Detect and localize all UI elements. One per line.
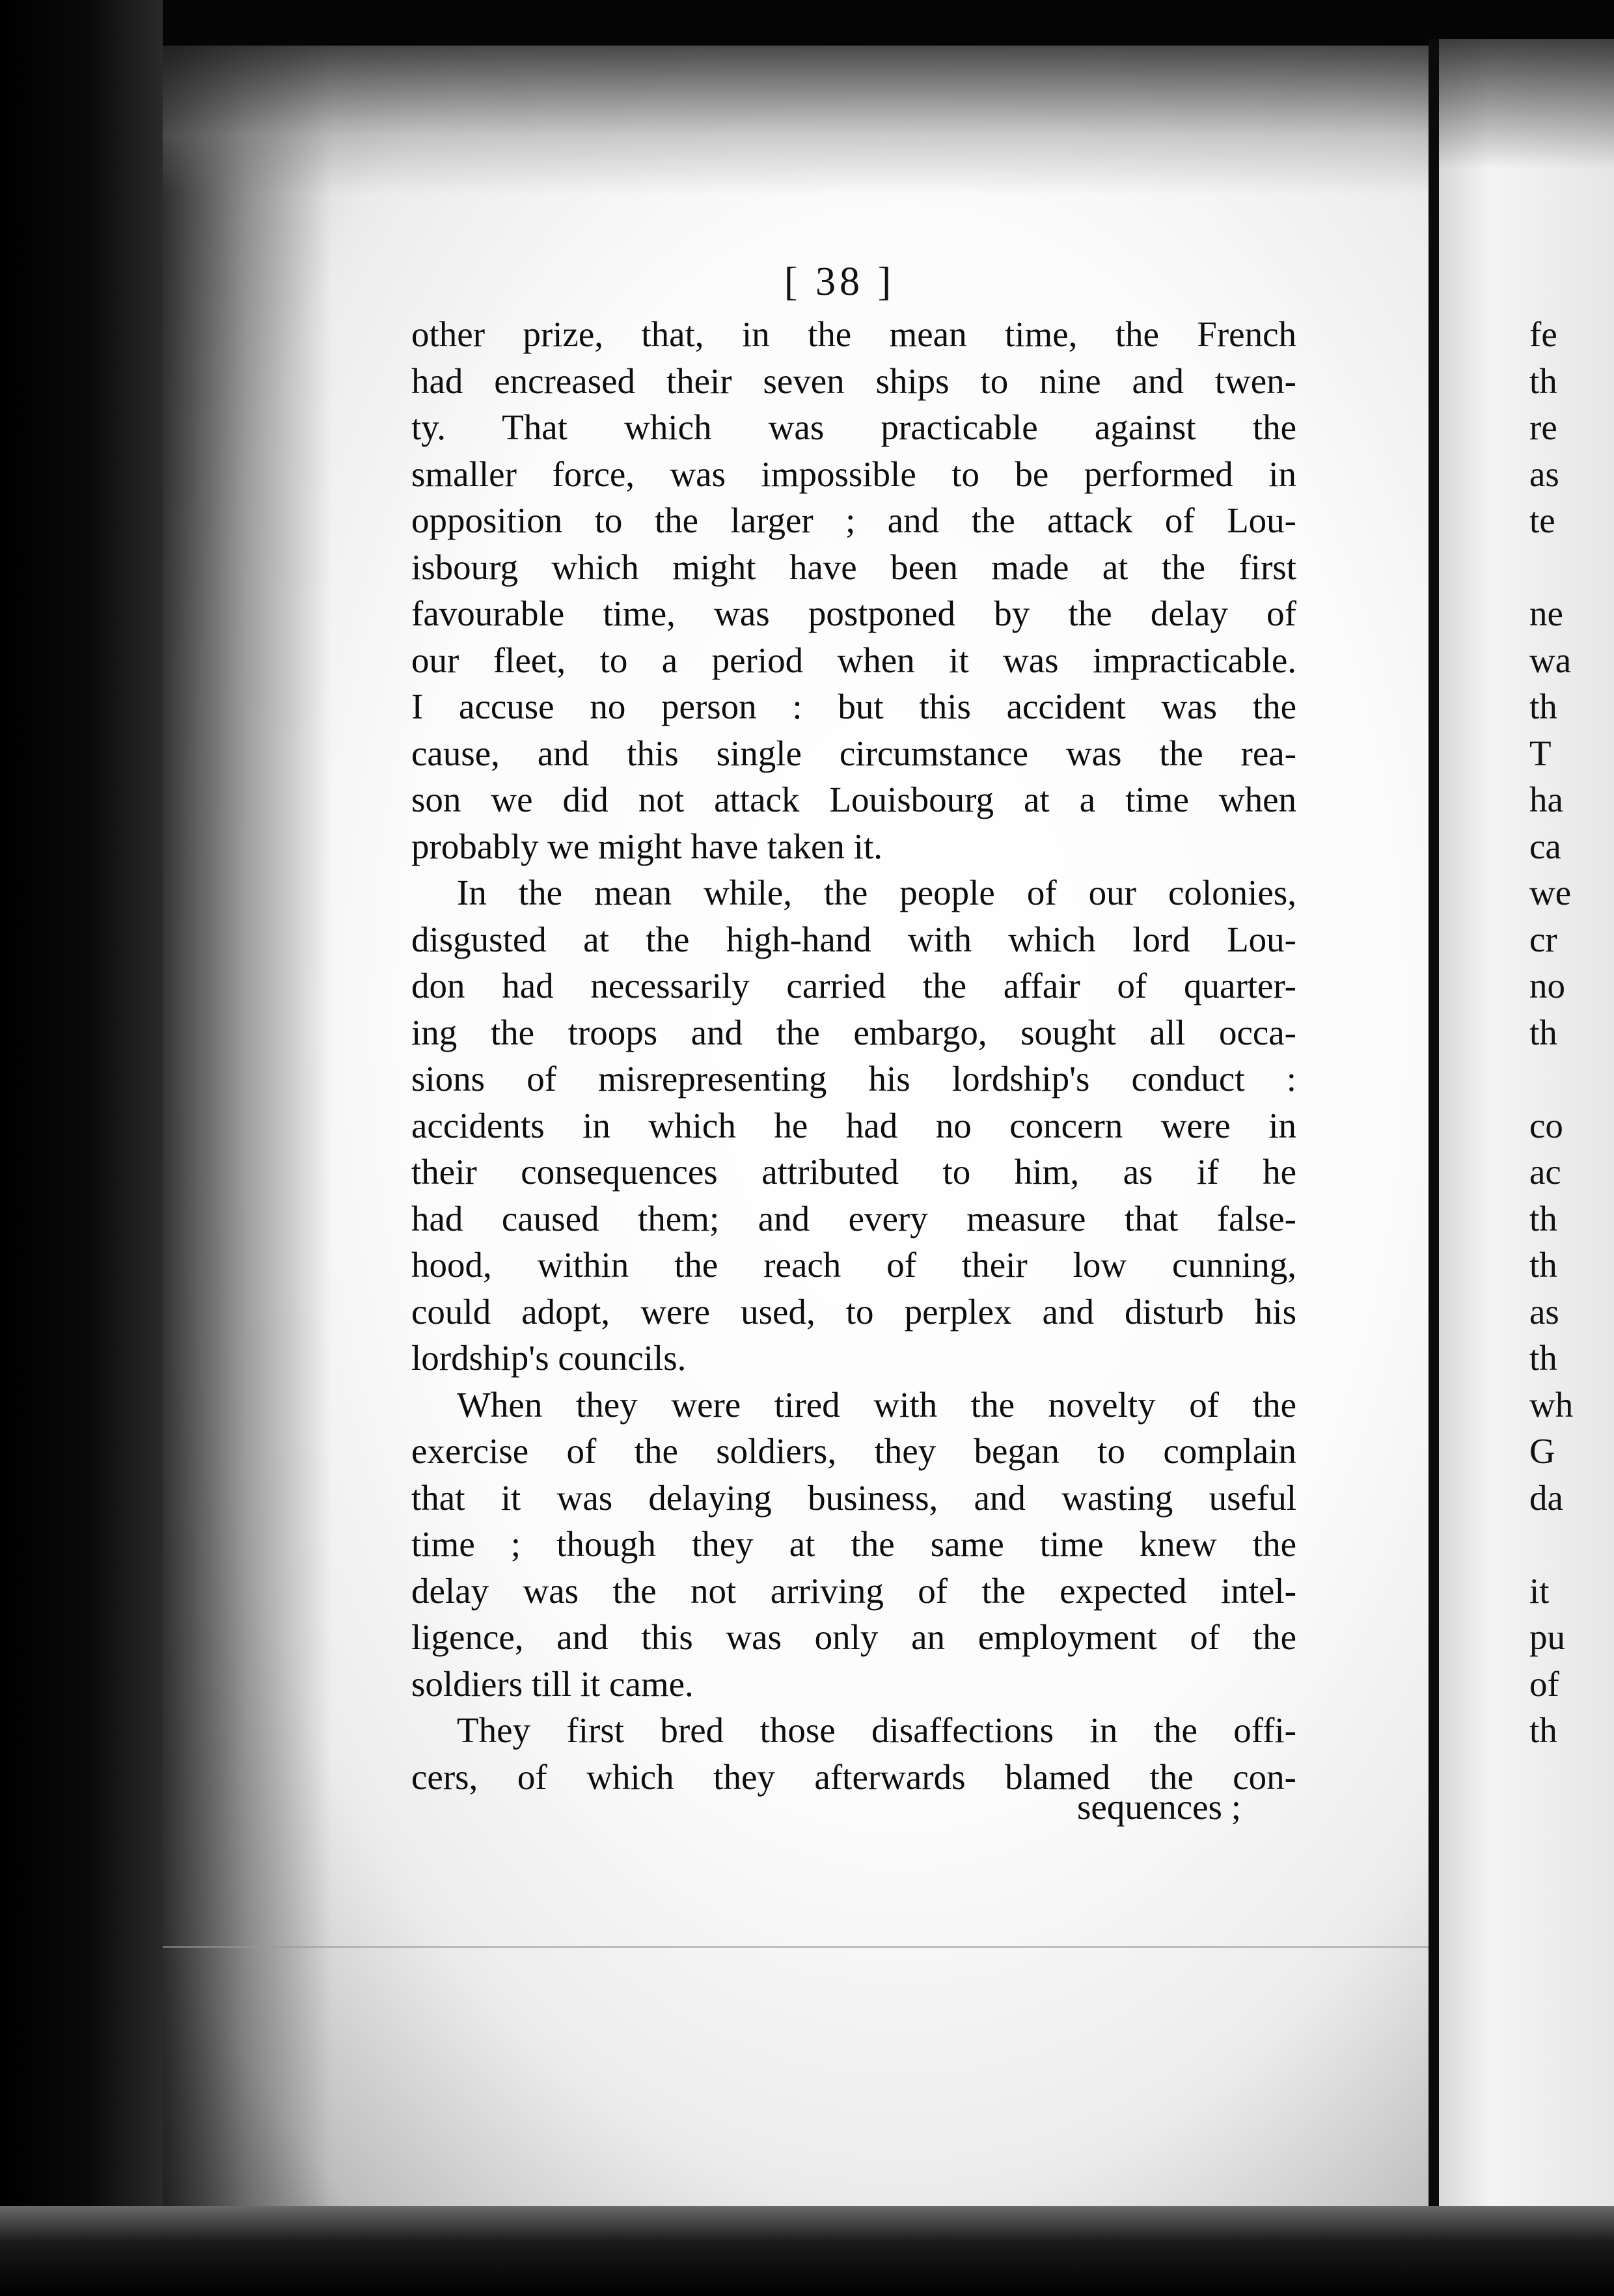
facing-page-fragment: wh [1529,1384,1574,1425]
text-line: When they were tired with the novelty of the [457,1384,1296,1425]
facing-page-fragment: th [1529,1710,1557,1750]
facing-page-fragment: we [1529,873,1572,912]
facing-page-fragment: th [1529,687,1557,726]
facing-page-fragment: as [1529,454,1559,494]
facing-page-text [1529,311,1607,1754]
text-line: hood, within the reach of their low cunning, [411,1245,1296,1285]
catchword: sequences ; [1077,1787,1241,1827]
facing-page-fragment: re [1529,407,1557,447]
facing-page-fragment [1529,1056,1607,1102]
page-fold-line [163,1946,1429,1948]
facing-page-fragment: of [1529,1663,1559,1704]
text-line: accidents in which he had no concern were in [411,1105,1296,1145]
facing-page-fragment: da [1529,1477,1563,1518]
facing-page-fragment: as [1529,1291,1559,1332]
text-line: delay was the not arriving of the expected intel- [411,1570,1296,1611]
text-line: cause, and this single circumstance was the rea- [411,733,1296,773]
facing-page-fragment: th [1529,361,1557,401]
facing-page-fragment: pu [1529,1617,1565,1657]
text-line: sions of misrepresenting his lordship's conduct : [411,1059,1296,1099]
text-line: don had necessarily carried the affair of quarter- [411,966,1296,1005]
text-line: soldiers till it came. [411,1663,694,1704]
facing-page-fragment [1529,1521,1607,1568]
text-line: son we did not attack Louisbourg at a time when [411,780,1296,819]
text-line: our fleet, to a period when it was impracticable. [411,640,1296,680]
facing-page-fragment: ne [1529,594,1563,633]
facing-page-fragment: fe [1529,314,1557,354]
text-line: probably we might have taken it. [411,826,882,866]
text-line: They first bred those disaffections in the offi- [457,1710,1296,1750]
text-line: ligence, and this was only an employment of the [411,1617,1296,1657]
text-line: ty. That which was practicable against the [411,407,1296,447]
body-text [411,311,1296,1800]
text-line: cers, of which they afterwards blamed the con- [411,1756,1296,1797]
text-line: lordship's councils. [411,1338,687,1378]
text-line: time ; though they at the same time knew the [411,1524,1296,1564]
facing-page-fragment: th [1529,1012,1557,1052]
binding-edge [0,0,163,2296]
facing-page-fragment: G [1529,1431,1555,1471]
facing-page-fragment: ac [1529,1152,1561,1192]
text-line: disgusted at the high-hand with which lord Lou- [411,919,1296,959]
text-line: opposition to the larger ; and the attack of Lou- [411,500,1296,540]
facing-page-fragment: it [1529,1570,1550,1611]
book-gutter [1429,39,1439,2213]
facing-page-fragment [1529,544,1607,591]
text-line: could adopt, were used, to perplex and disturb his [411,1291,1296,1332]
facing-page-fragment: T [1529,733,1552,773]
facing-page-fragment: th [1529,1198,1557,1238]
text-line: had caused them; and every measure that false- [411,1198,1296,1238]
facing-page-fragment: ca [1529,826,1561,866]
facing-page-fragment: co [1529,1105,1563,1145]
text-line: exercise of the soldiers, they began to complain [411,1431,1296,1471]
facing-page-fragment: te [1529,500,1555,540]
text-line: smaller force, was impossible to be performed in [411,454,1296,494]
page-number: [ 38 ] [784,260,896,304]
text-line: favourable time, was postponed by the delay of [411,594,1296,633]
text-line: ing the troops and the embargo, sought all occa- [411,1012,1296,1052]
facing-page-fragment: wa [1529,640,1572,680]
text-line: other prize, that, in the mean time, the French [411,314,1296,354]
text-line: isbourg which might have been made at the first [411,547,1296,587]
text-line: had encreased their seven ships to nine and twen- [411,361,1296,401]
facing-page-fragment: th [1529,1245,1557,1285]
text-line: their consequences attributed to him, as if he [411,1152,1296,1192]
facing-page-fragment: th [1529,1338,1557,1378]
text-line: In the mean while, the people of our colonies, [457,873,1296,912]
facing-page-fragment: cr [1529,919,1557,959]
facing-page-fragment: ha [1529,780,1563,819]
bottom-shadow [0,2206,1614,2296]
facing-page-fragment: no [1529,966,1565,1005]
text-line: that it was delaying business, and wasting useful [411,1477,1296,1518]
text-line: I accuse no person : but this accident was the [411,687,1296,726]
